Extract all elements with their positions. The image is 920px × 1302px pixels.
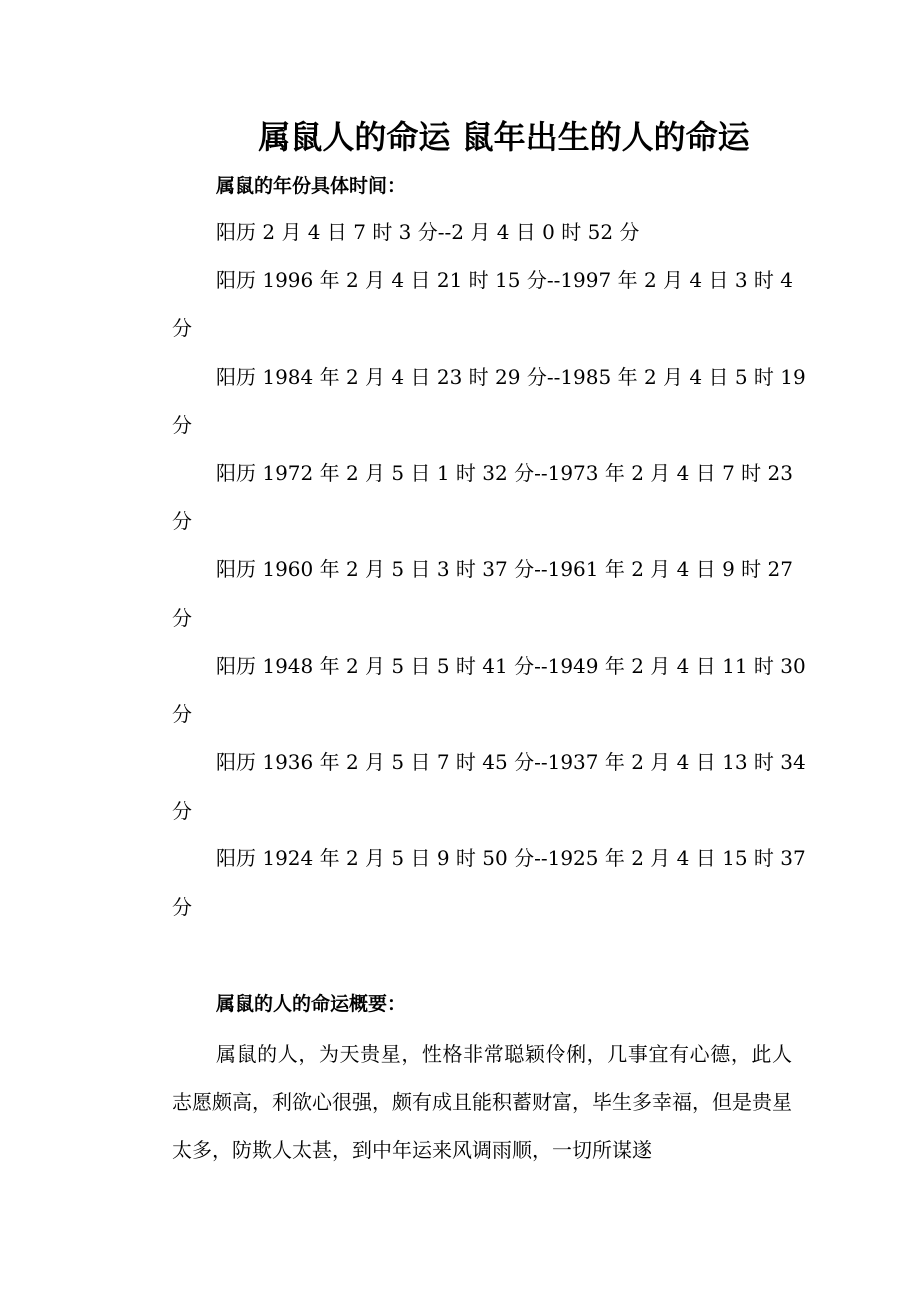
date-range-line-wrap: 分 [172, 895, 192, 919]
date-range-line-wrap: 分 [172, 606, 192, 630]
date-range-line: 阳历 1984 年 2 月 4 日 23 时 29 分--1985 年 2 月 4 日 5 时 19 [216, 365, 806, 389]
date-range-line-wrap: 分 [172, 799, 192, 823]
fortune-paragraph: 属鼠的人，为天贵星，性格非常聪颖伶俐，几事宜有心德，此人志愿颇高，利欲心很强，颇有成且能积蓄财富，毕生多幸福，但是贵星太多，防欺人太甚，到中年运来风调雨顺，一切所谋遂 [172, 1042, 792, 1162]
section-heading-years: 属鼠的年份具体时间： [216, 175, 407, 197]
page-title: 属鼠人的命运 鼠年出生的人的命运 [258, 118, 750, 156]
date-range-line: 阳历 1936 年 2 月 5 日 7 时 45 分--1937 年 2 月 4 日 13 时 34 [216, 750, 806, 774]
date-range-line: 阳历 1924 年 2 月 5 日 9 时 50 分--1925 年 2 月 4 日 15 时 37 [216, 846, 806, 870]
date-range-line-wrap: 分 [172, 316, 192, 340]
date-range-line: 阳历 1960 年 2 月 5 日 3 时 37 分--1961 年 2 月 4 日 9 时 27 [216, 557, 793, 581]
section-heading-fortune: 属鼠的人的命运概要： [216, 993, 407, 1015]
date-range-line: 阳历 2 月 4 日 7 时 3 分--2 月 4 日 0 时 52 分 [216, 220, 640, 244]
date-range-line: 阳历 1972 年 2 月 5 日 1 时 32 分--1973 年 2 月 4 日 7 时 23 [216, 461, 793, 485]
date-range-line: 阳历 1996 年 2 月 4 日 21 时 15 分--1997 年 2 月 4 日 3 时 4 [216, 268, 793, 292]
date-range-line: 阳历 1948 年 2 月 5 日 5 时 41 分--1949 年 2 月 4 日 11 时 30 [216, 654, 806, 678]
date-range-line-wrap: 分 [172, 509, 192, 533]
date-range-line-wrap: 分 [172, 702, 192, 726]
date-range-line-wrap: 分 [172, 413, 192, 437]
